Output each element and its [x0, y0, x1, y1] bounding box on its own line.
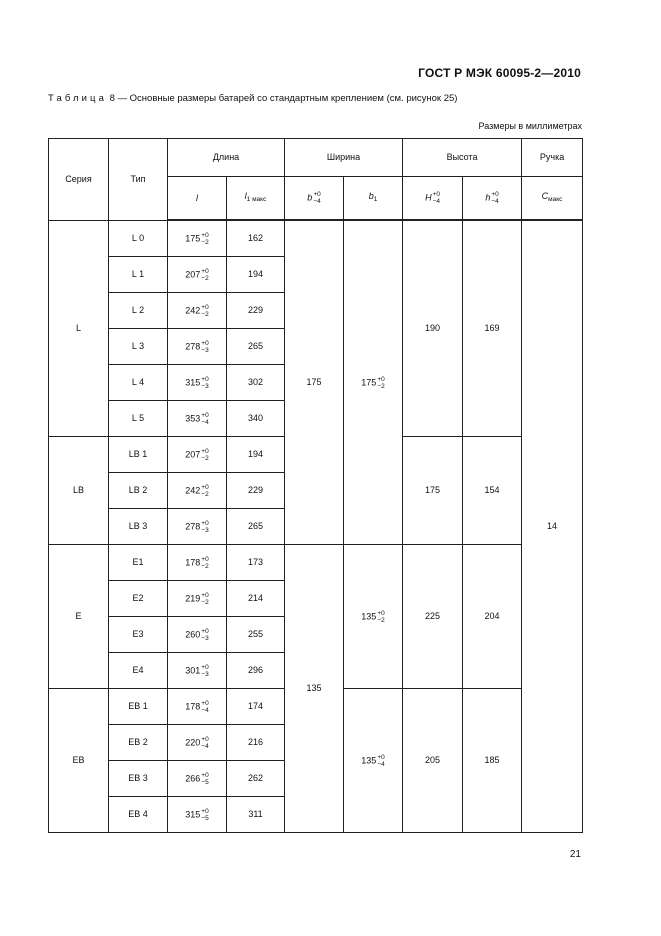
- type-cell: EB 3: [109, 761, 168, 797]
- lmax-cell: 265: [227, 329, 285, 365]
- width-b-cell: 175: [285, 220, 344, 545]
- tol-upper: +0: [491, 191, 499, 198]
- lmax-cell: 311: [227, 797, 285, 833]
- tol-upper: +0: [313, 191, 321, 198]
- type-cell: LB 3: [109, 509, 168, 545]
- lmax-cell: 262: [227, 761, 285, 797]
- l1-subscript: 1 макс: [246, 196, 267, 204]
- length-cell: 242 +0 −2: [168, 293, 227, 329]
- length-cell: 242 +0 −2: [168, 473, 227, 509]
- header-type: Тип: [109, 139, 168, 221]
- series-cell: LB: [49, 437, 109, 545]
- width-b1-cell: 175 +0 −2: [344, 220, 403, 545]
- table-caption: [48, 93, 457, 104]
- length-cell: 301 +0 −3: [168, 653, 227, 689]
- header-cmax: [522, 177, 583, 221]
- header-h: [463, 177, 522, 221]
- type-cell: LB 1: [109, 437, 168, 473]
- h-symbol: h: [485, 192, 491, 203]
- dimensions-table: [48, 138, 583, 833]
- height-h-cell: 204: [463, 545, 522, 689]
- H-symbol: H: [425, 192, 432, 203]
- length-cell: 178 +0 −4: [168, 689, 227, 725]
- lmax-cell: 255: [227, 617, 285, 653]
- b1-subscript: 1: [373, 196, 378, 204]
- header-length: Длина: [168, 139, 285, 177]
- header-b1: [344, 177, 403, 221]
- document-code: ГОСТ Р МЭК 60095-2—2010: [418, 66, 581, 80]
- type-cell: LB 2: [109, 473, 168, 509]
- b-tolerance: [313, 191, 320, 205]
- lmax-cell: 340: [227, 401, 285, 437]
- length-cell: 278 +0 −3: [168, 509, 227, 545]
- lmax-cell: 229: [227, 473, 285, 509]
- header-l1max: [227, 177, 285, 221]
- length-cell: 207 +0 −2: [168, 257, 227, 293]
- header-b: [285, 177, 344, 221]
- lmax-cell: 265: [227, 509, 285, 545]
- length-cell: 260 +0 −3: [168, 617, 227, 653]
- length-cell: 353 +0 −4: [168, 401, 227, 437]
- b1-symbol: b: [368, 191, 374, 202]
- type-cell: EB 2: [109, 725, 168, 761]
- height-H-cell: 205: [403, 689, 463, 833]
- type-cell: L 4: [109, 365, 168, 401]
- h-tolerance: [491, 191, 498, 205]
- lmax-cell: 162: [227, 220, 285, 257]
- lmax-cell: 174: [227, 689, 285, 725]
- lmax-cell: 214: [227, 581, 285, 617]
- c-subscript: макс: [548, 196, 563, 204]
- lmax-cell: 194: [227, 437, 285, 473]
- l-symbol: l: [196, 192, 198, 203]
- lmax-cell: 216: [227, 725, 285, 761]
- type-cell: L 0: [109, 220, 168, 257]
- length-cell: 266 +0 −5: [168, 761, 227, 797]
- height-h-cell: 169: [463, 220, 522, 437]
- lmax-cell: 194: [227, 257, 285, 293]
- lmax-cell: 173: [227, 545, 285, 581]
- type-cell: E1: [109, 545, 168, 581]
- height-H-cell: 225: [403, 545, 463, 689]
- height-h-cell: 185: [463, 689, 522, 833]
- type-cell: L 1: [109, 257, 168, 293]
- series-cell: E: [49, 545, 109, 689]
- height-H-cell: 175: [403, 437, 463, 545]
- b-symbol: b: [307, 192, 313, 203]
- length-cell: 175 +0 −2: [168, 220, 227, 257]
- lmax-cell: 302: [227, 365, 285, 401]
- l1-symbol: l: [244, 191, 247, 202]
- series-cell: L: [49, 220, 109, 437]
- type-cell: L 5: [109, 401, 168, 437]
- width-b-cell: 135: [285, 545, 344, 833]
- c-symbol: C: [541, 191, 549, 202]
- H-tolerance: [433, 191, 440, 205]
- page-number: 21: [569, 849, 581, 860]
- series-cell: EB: [49, 689, 109, 833]
- type-cell: E2: [109, 581, 168, 617]
- length-cell: 315 +0 −5: [168, 797, 227, 833]
- header-series: Серия: [49, 139, 109, 221]
- header-height: Высота: [403, 139, 522, 177]
- type-cell: L 2: [109, 293, 168, 329]
- height-H-cell: 190: [403, 220, 463, 437]
- table-row: [49, 220, 583, 257]
- length-cell: 178 +0 −2: [168, 545, 227, 581]
- type-cell: EB 1: [109, 689, 168, 725]
- header-l: [168, 177, 227, 221]
- width-b1-cell: 135 +0 −2: [344, 545, 403, 689]
- length-cell: 315 +0 −3: [168, 365, 227, 401]
- caption-label: Таблица: [48, 93, 107, 104]
- header-handle: Ручка: [522, 139, 583, 177]
- tol-lower: −4: [491, 198, 499, 205]
- handle-cell: 14: [522, 220, 583, 833]
- tol-lower: −4: [313, 198, 321, 205]
- length-cell: 278 +0 −3: [168, 329, 227, 365]
- width-b1-cell: 135 +0 −4: [344, 689, 403, 833]
- type-cell: E3: [109, 617, 168, 653]
- table-row: [49, 545, 583, 581]
- header-width: Ширина: [285, 139, 403, 177]
- type-cell: L 3: [109, 329, 168, 365]
- type-cell: EB 4: [109, 797, 168, 833]
- lmax-cell: 229: [227, 293, 285, 329]
- header-H: [403, 177, 463, 221]
- tol-lower: −4: [432, 198, 440, 205]
- tol-upper: +0: [432, 191, 440, 198]
- caption-text: 8 — Основные размеры батарей со стандартным креплением (см. рисунок 25): [109, 93, 458, 104]
- height-h-cell: 154: [463, 437, 522, 545]
- length-cell: 220 +0 −4: [168, 725, 227, 761]
- lmax-cell: 296: [227, 653, 285, 689]
- type-cell: E4: [109, 653, 168, 689]
- units-note: Размеры в миллиметрах: [478, 121, 582, 131]
- length-cell: 219 +0 −2: [168, 581, 227, 617]
- length-cell: 207 +0 −2: [168, 437, 227, 473]
